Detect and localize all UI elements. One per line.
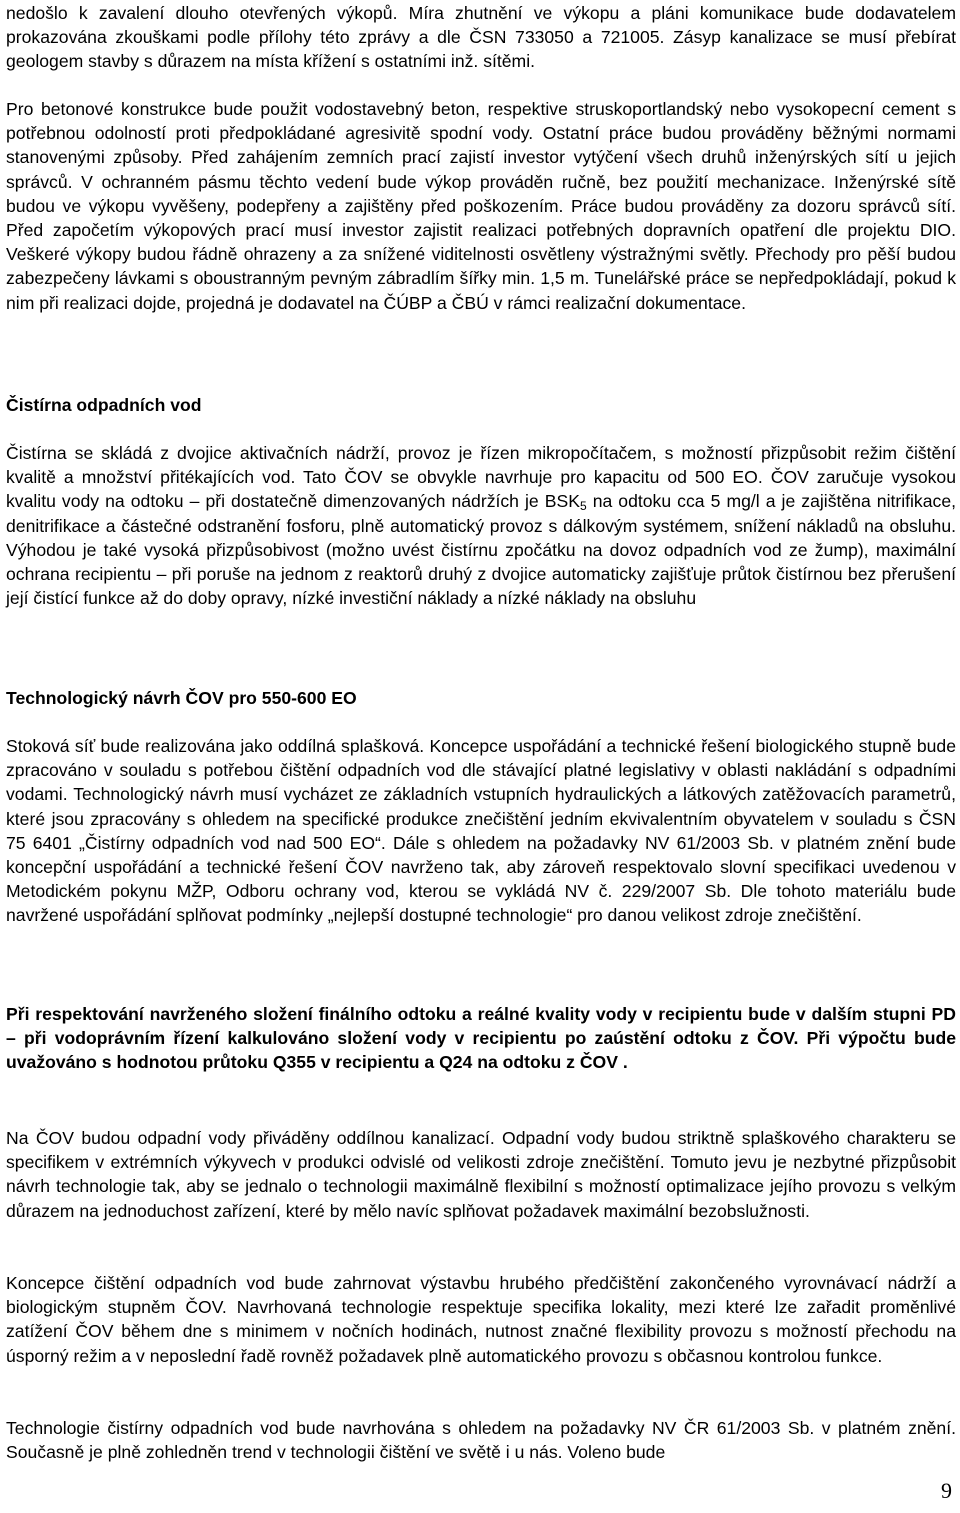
paragraph-zasyp: nedošlo k zavalení dlouho otevřených výkopů. Míra zhutnění ve výkopu a pláni komunikace bude dodavatelem prokazována zkouškami podle přílohy této zprávy a dle ČSN 733050 a 721005. Zásyp kanalizace se musí přebírat geologem stavby s důrazem na místa křížení s ostatními inž. sítěmi. xyxy=(6,3,956,72)
paragraph-koncepce: Koncepce čištění odpadních vod bude zahrnovat výstavbu hrubého předčištění zakončeného vyrovnávací nádrží a biologickým stupněm ČOV. Navrhovaná technologie respektuje specifika lokality, mezi které lze zařadit proměnlivé zatížení ČOV během dne s minimem v nočních hodinách, nutnost značné flexibility provozu s možností přechodu na úsporný režim a v neposlední řadě rovněž požadavek plně automatického provozu s občasnou kontrolou funkce. xyxy=(6,1273,956,1366)
paragraph-cistirna-part-a: Čistírna se skládá z dvojice aktivačních nádrží, provoz je řízen mikropočítačem, s možností přizpůsobit režim čištění kvalitě a množství přitékajících vod. Tato ČOV se obvykle navrhuje pro kapacitu od 500 EO. ČOV zaručuje vysokou kvalitu vody na odtoku – při dostatečně dimenzovaných nádržích je BSK xyxy=(6,443,956,512)
paragraph-odtok-bold: Při respektování navrženého složení finálního odtoku a reálné kvality vody v recipientu bude v dalším stupni PD – při vodoprávním řízení kalkulováno složení vody v recipientu po zaústění odtoku z ČOV. Při výpočtu bude uvažováno s hodnotou průtoku Q355 v recipientu a Q24 na odtoku z ČOV . xyxy=(6,1004,956,1073)
bsk-subscript: 5 xyxy=(579,499,587,514)
paragraph-technologie: Technologie čistírny odpadních vod bude navrhována s ohledem na požadavky NV ČR 61/2003 Sb. v platném znění. Současně je plně zohledněn trend v technologii čištění ve světě i u nás. Voleno bude xyxy=(6,1418,956,1463)
paragraph-odpadni-vody: Na ČOV budou odpadní vody přiváděny oddílnou kanalizací. Odpadní vody budou striktně splaškového charakteru se specifikem v extrémních výkyvech v produkci odvislé od velikosti zdroje znečištění. Tomuto jevu je nezbytné přizpůsobit návrh technologie tak, aby se jednalo o technologii maximálně flexibilní s možností optimalizace jejího provozu s velkým důrazem na jednoduchost zařízení, které by mělo navíc splňovat požadavek maximální bezobslužnosti. xyxy=(6,1128,956,1221)
heading-technologicky-navrh: Technologický návrh ČOV pro 550-600 EO xyxy=(6,688,357,708)
paragraph-cistirna-popis xyxy=(6,441,956,610)
paragraph-stokova-sit: Stoková síť bude realizována jako oddílná splašková. Koncepce uspořádání a technické řešení biologického stupně bude zpracováno v souladu s potřebou čištění odpadních vod dle stávající platné legislativy v oblasti nakládání s odpadními vodami. Technologický návrh musí vycházet ze základních vstupních hydraulických a látkových zatěžovacích parametrů, které jsou zpracovány s ohledem na specifické produkce znečištění jedním ekvivalentním obyvatelem v souladu s ČSN 75 6401 „Čistírny odpadních vod nad 500 EO“. Dále s ohledem na požadavky NV 61/2003 Sb. v platném znění bude koncepční uspořádání a technické řešení ČOV navrženo tak, aby zároveň respektovalo slovní specifikaci uvedenou v Metodickém pokynu MŽP, Odboru ochrany vod, kterou se vykládá NV č. 229/2007 Sb. Dle tohoto materiálu bude navržené uspořádání splňovat podmínky „nejlepší dostupné technologie“ pro danou velikost zdroje znečištění. xyxy=(6,736,956,926)
paragraph-betonove-konstrukce: Pro betonové konstrukce bude použit vodostavebný beton, respektive struskoportlandský nebo vysokopecní cement s potřebnou odolností proti předpokládané agresivitě spodní vody. Ostatní práce budou prováděny běžnými normami stanovenými způsoby. Před zahájením zemních prací zajistí investor vytýčení všech druhů inženýrských sítí u jejich správců. V ochranném pásmu těchto vedení bude výkop prováděn ručně, bez použití mechanizace. Inženýrské sítě budou ve výkopu vyvěšeny, podepřeny a zajištěny před poškozením. Práce budou prováděny za dozoru správců sítí. Před započetím výkopových prací musí investor zajistit realizaci potřebných dopravních opatření dle projektu DIO. Veškeré výkopy budou řádně ohrazeny a za snížené viditelnosti osvětleny výstražnými světly. Přechody pro pěší budou zabezpečeny lávkami s oboustranným pevným zábradlím šířky min. 1,5 m. Tunelářské práce se nepředpokládají, pokud k nim při realizaci dojde, projedná je dodavatel na ČÚBP a ČBÚ v rámci realizační dokumentace. xyxy=(6,99,956,313)
page-number: 9 xyxy=(941,1478,952,1503)
paragraph-cistirna-part-b: na odtoku cca 5 mg/l a je zajištěna nitrifikace, denitrifikace a částečné odstranění fosforu, plně automatický provoz s dálkovým systémem, snížení nákladů na obsluhu. Výhodou je také vysoká přizpůsobivost (možno uvést čistírnu zpočátku na dovoz odpadních vod ze žump), maximální ochrana recipientu – při poruše na jednom z reaktorů druhý z dvojice automaticky zajišťuje průtok čistírnou bez přerušení její čistící funkce až do doby opravy, nízké investiční náklady a nízké náklady na obsluhu xyxy=(6,491,956,609)
heading-cistirna: Čistírna odpadních vod xyxy=(6,395,202,415)
